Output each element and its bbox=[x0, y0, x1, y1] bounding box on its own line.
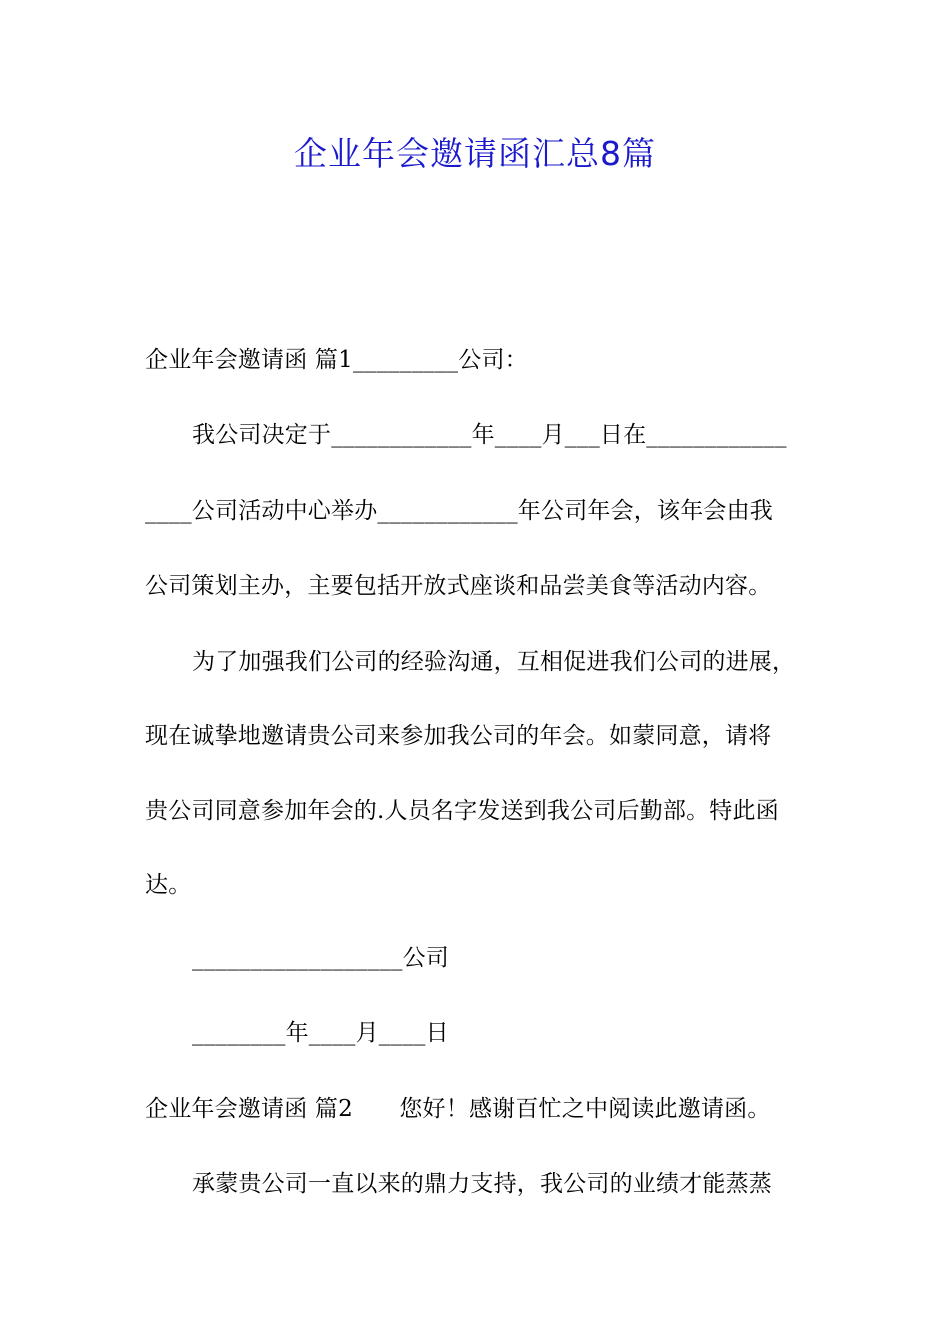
body-line: 达。 bbox=[145, 872, 192, 898]
body-line: 我公司决定于____________年____月___日在____________ bbox=[192, 422, 787, 448]
body-line: 贵公司同意参加年会的.人员名字发送到我公司后勤部。特此函 bbox=[145, 798, 779, 824]
signature-company: __________________公司 bbox=[192, 945, 449, 971]
body-line: 为了加强我们公司的经验沟通，互相促进我们公司的进展， bbox=[192, 649, 796, 675]
document-title: 企业年会邀请函汇总8篇 bbox=[294, 134, 656, 173]
body-line: 现在诚挚地邀请贵公司来参加我公司的年会。如蒙同意，请将 bbox=[145, 723, 772, 749]
signature-date: ________年____月____日 bbox=[192, 1020, 449, 1046]
body-line: 承蒙贵公司一直以来的鼎力支持，我公司的业绩才能蒸蒸 bbox=[192, 1171, 772, 1197]
letter-heading: 企业年会邀请函 篇2 您好！感谢百忙之中阅读此邀请函。 bbox=[145, 1096, 771, 1122]
body-line: 公司策划主办，主要包括开放式座谈和品尝美食等活动内容。 bbox=[145, 573, 772, 599]
letter-heading: 企业年会邀请函 篇1_________公司： bbox=[145, 347, 528, 373]
body-line: ____公司活动中心举办____________年公司年会，该年会由我 bbox=[145, 498, 773, 524]
